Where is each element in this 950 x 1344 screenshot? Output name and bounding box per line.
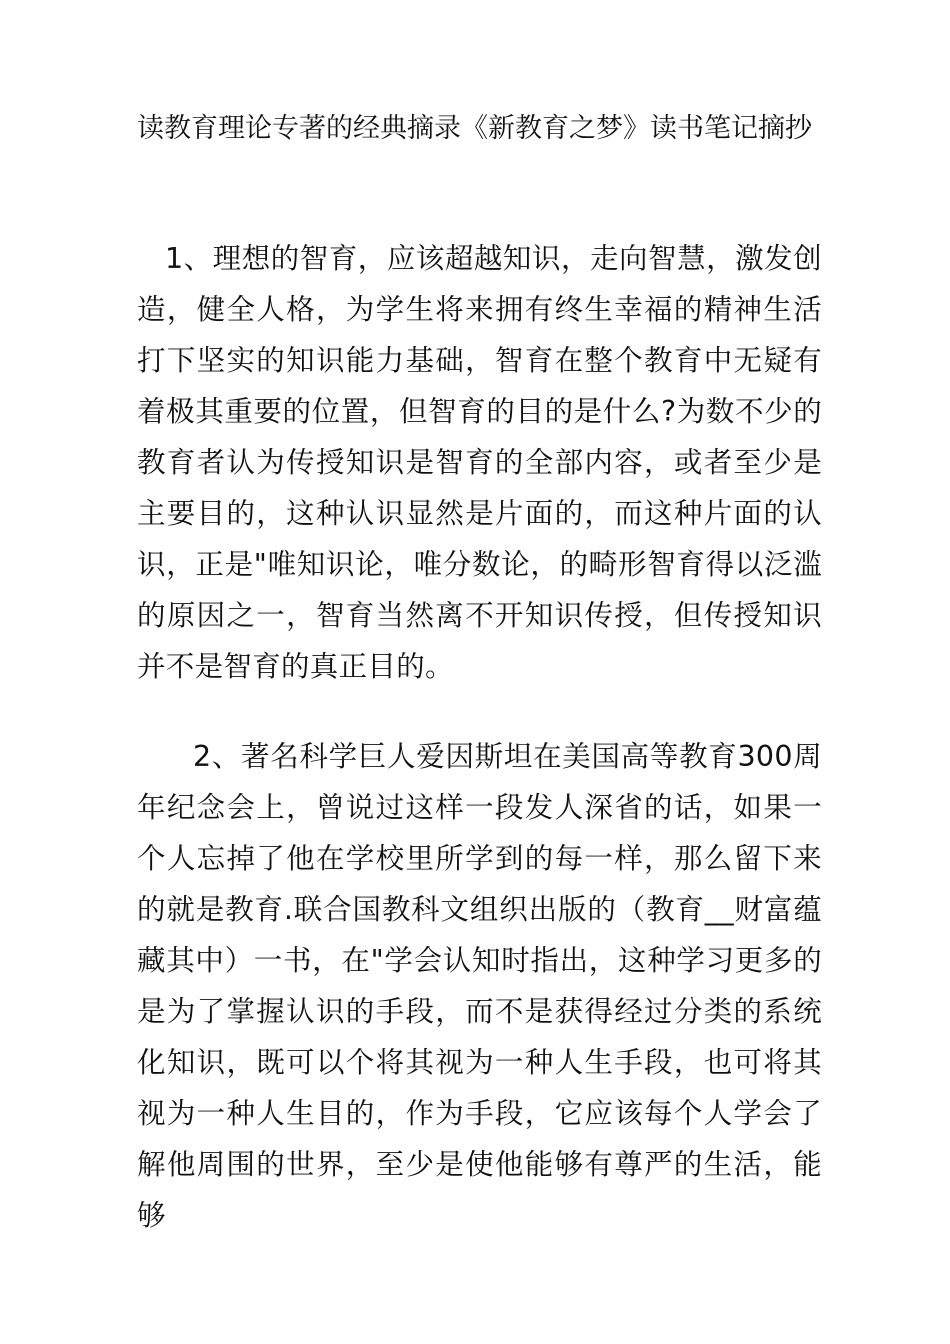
document-title: 读教育理论专著的经典摘录《新教育之梦》读书笔记摘抄: [137, 113, 812, 144]
paragraph-2: 2、著名科学巨人爱因斯坦在美国高等教育300周年纪念会上，曾说过这样一段发人深省的话，如果一个人忘掉了他在学校里所学到的每一样，那么留下来的就是教育.联合国教科文组织出版的（教育__财富蕴藏其中）一书，在"学会认知时指出，这种学习更多的是为了掌握认识的手段，而不是获得经过分类的系统化知识，既可以个将其视为一种人生手段，也可将其视为一种人生目的，作为手段，它应该每个人学会了解他周围的世界，至少是使他能够有尊严的生活，能够: [137, 740, 822, 1232]
paragraph-1: 1、理想的智育，应该超越知识，走向智慧，激发创造，健全人格，为学生将来拥有终生幸福的精神生活打下坚实的知识能力基础，智育在整个教育中无疑有着极其重要的位置，但智育的目的是什么?为数不少的教育者认为传授知识是智育的全部内容，或者至少是主要目的，这种认识显然是片面的，而这种片面的认识，正是"唯知识论，唯分数论，的畸形智育得以泛滥的原因之一，智育当然离不开知识传授，但传授知识并不是智育的真正目的。: [137, 242, 823, 683]
